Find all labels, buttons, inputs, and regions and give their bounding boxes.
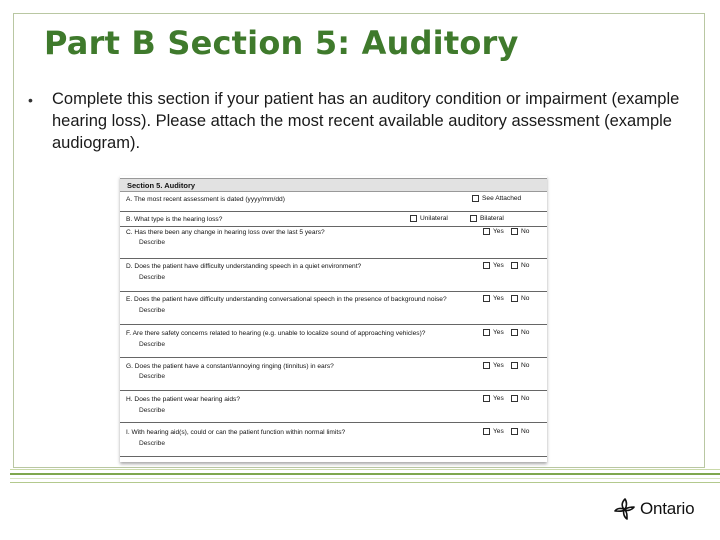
no-option[interactable]: No (511, 395, 529, 402)
no-option[interactable]: No (511, 295, 529, 302)
yes-option[interactable]: Yes (483, 228, 504, 235)
yes-option[interactable]: Yes (483, 362, 504, 369)
yes-option[interactable]: Yes (483, 428, 504, 435)
checkbox-icon[interactable] (483, 295, 490, 302)
yes-option[interactable]: Yes (483, 329, 504, 336)
question-f: F. Are there safety concerns related to hearing (e.g. unable to localize sound of approaching vehicles)? (126, 330, 426, 337)
checkbox-icon[interactable] (483, 228, 490, 235)
describe-label: Describe (139, 274, 166, 281)
footer-line (10, 469, 720, 470)
footer-line (10, 482, 720, 483)
yes-option[interactable]: Yes (483, 295, 504, 302)
no-option[interactable]: No (511, 329, 529, 336)
ontario-logo (612, 494, 712, 524)
row-divider (120, 456, 547, 457)
no-option[interactable]: No (511, 362, 529, 369)
checkbox-icon[interactable] (472, 195, 479, 202)
row-divider (120, 258, 547, 259)
checkbox-icon[interactable] (511, 395, 518, 402)
checkbox-icon[interactable] (511, 295, 518, 302)
checkbox-icon[interactable] (511, 428, 518, 435)
describe-label: Describe (139, 440, 166, 447)
row-divider (120, 390, 547, 391)
question-b: B. What type is the hearing loss? (126, 216, 223, 223)
no-option[interactable]: No (511, 262, 529, 269)
describe-label: Describe (139, 407, 166, 414)
question-g: G. Does the patient have a constant/annoying ringing (tinnitus) in ears? (126, 363, 334, 370)
checkbox-icon[interactable] (483, 395, 490, 402)
question-c: C. Has there been any change in hearing loss over the last 5 years? (126, 229, 325, 236)
row-divider (120, 324, 547, 325)
row-divider (120, 357, 547, 358)
footer-line (10, 473, 720, 475)
footer-decoration (0, 467, 720, 491)
row-divider (120, 291, 547, 292)
no-option[interactable]: No (511, 228, 529, 235)
row-divider (120, 211, 547, 212)
question-i: I. With hearing aid(s), could or can the patient function within normal limits? (126, 429, 346, 436)
question-d: D. Does the patient have difficulty understanding speech in a quiet environment? (126, 263, 362, 270)
question-h: H. Does the patient wear hearing aids? (126, 396, 240, 403)
describe-label: Describe (139, 239, 166, 246)
describe-label: Describe (139, 341, 166, 348)
slide-title: Part B Section 5: Auditory (44, 24, 519, 62)
bullet-marker: • (28, 92, 33, 108)
checkbox-icon[interactable] (511, 262, 518, 269)
row-divider (120, 422, 547, 423)
yes-option[interactable]: Yes (483, 395, 504, 402)
question-a: A. The most recent assessment is dated (yyyy/mm/dd) (126, 196, 285, 203)
checkbox-icon[interactable] (470, 215, 477, 222)
describe-label: Describe (139, 307, 166, 314)
checkbox-icon[interactable] (483, 428, 490, 435)
no-option[interactable]: No (511, 428, 529, 435)
checkbox-icon[interactable] (483, 262, 490, 269)
describe-label: Describe (139, 373, 166, 380)
row-divider (120, 226, 547, 227)
checkbox-icon[interactable] (511, 329, 518, 336)
checkbox-icon[interactable] (483, 329, 490, 336)
question-e: E. Does the patient have difficulty understanding conversational speech in the presence of background noise? (126, 296, 447, 303)
footer-line (10, 478, 720, 479)
yes-option[interactable]: Yes (483, 262, 504, 269)
see-attached-option[interactable]: See Attached (472, 195, 521, 202)
form-section-header: Section 5. Auditory (120, 178, 547, 192)
ontario-wordmark: Ontario (640, 499, 695, 518)
checkbox-icon[interactable] (511, 362, 518, 369)
auditory-form-image (120, 176, 547, 462)
unilateral-option[interactable]: Unilateral (410, 215, 448, 222)
checkbox-icon[interactable] (410, 215, 417, 222)
bilateral-option[interactable]: Bilateral (470, 215, 504, 222)
instruction-text: Complete this section if your patient has an auditory condition or impairment (example hearing loss). Please attach the most recent available auditory assessment (example audiogram). (52, 90, 680, 152)
checkbox-icon[interactable] (511, 228, 518, 235)
trillium-icon (612, 496, 638, 522)
checkbox-icon[interactable] (483, 362, 490, 369)
